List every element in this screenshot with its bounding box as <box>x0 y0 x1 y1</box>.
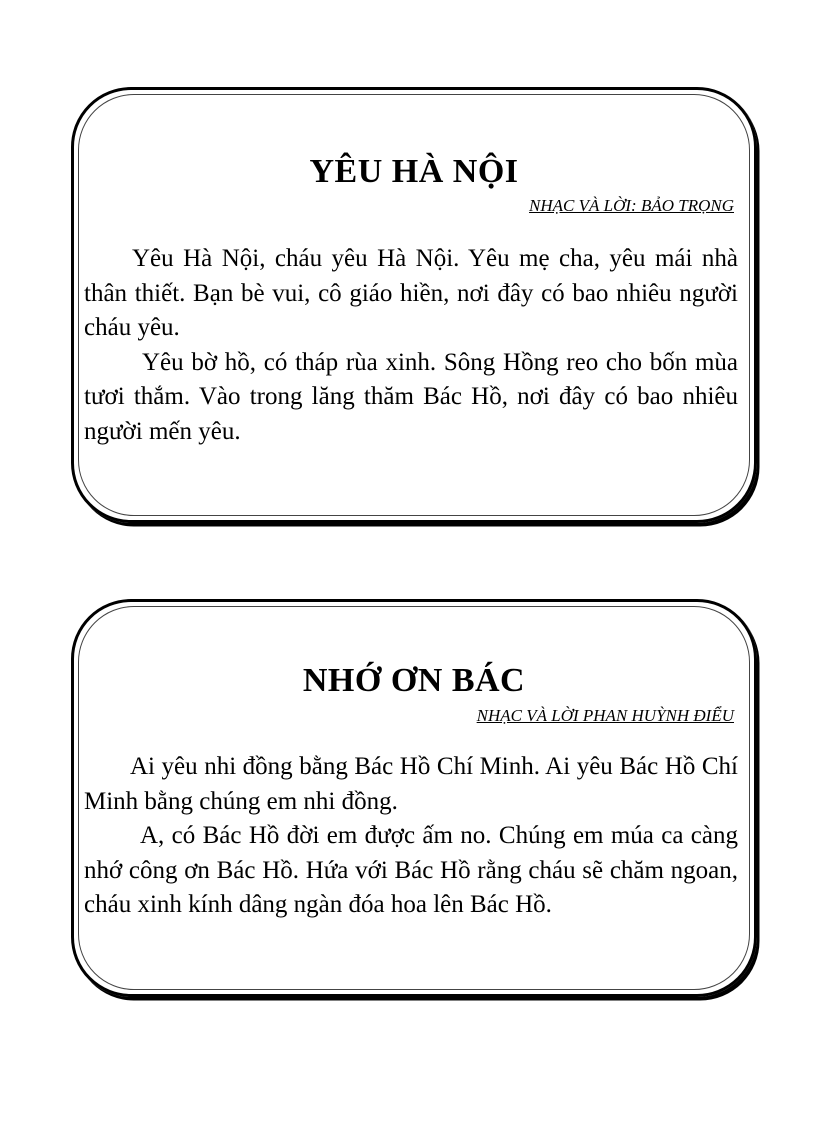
song-credit: NHẠC VÀ LỜI: BẢO TRỌNG <box>529 196 734 215</box>
lyrics-paragraph: Yêu bờ hồ, có tháp rùa xinh. Sông Hồng reo cho bốn mùa tươi thắm. Vào trong lăng thăm Bác Hồ, nơi đây có bao nhiêu người mến yêu. <box>84 348 738 445</box>
song-card-nho-on-bac <box>71 599 757 997</box>
lyrics-paragraph: Yêu Hà Nội, cháu yêu Hà Nội. Yêu mẹ cha, yêu mái nhà thân thiết. Bạn bè vui, cô giáo hiền, nơi đây có bao nhiêu người cháu yêu. <box>84 245 738 341</box>
lyrics-paragraph: Ai yêu nhi đồng bằng Bác Hồ Chí Minh. Ai yêu Bác Hồ Chí Minh bằng chúng em nhi đồng. <box>84 753 738 815</box>
lyrics-paragraph: A, có Bác Hồ đời em được ấm no. Chúng em múa ca càng nhớ công ơn Bác Hồ. Hứa với Bác Hồ rằng cháu sẽ chăm ngoan, cháu xinh kính dâng ngàn đóa hoa lên Bác Hồ. <box>84 822 738 918</box>
song-title: NHỚ ƠN BÁC <box>302 662 526 699</box>
song-lyrics <box>84 242 738 449</box>
song-card-yeu-ha-noi <box>71 87 757 523</box>
song-lyrics <box>84 750 738 923</box>
song-credit: NHẠC VÀ LỜI PHAN HUỲNH ĐIỂU <box>476 706 734 725</box>
song-title: YÊU HÀ NỘI <box>309 153 519 190</box>
